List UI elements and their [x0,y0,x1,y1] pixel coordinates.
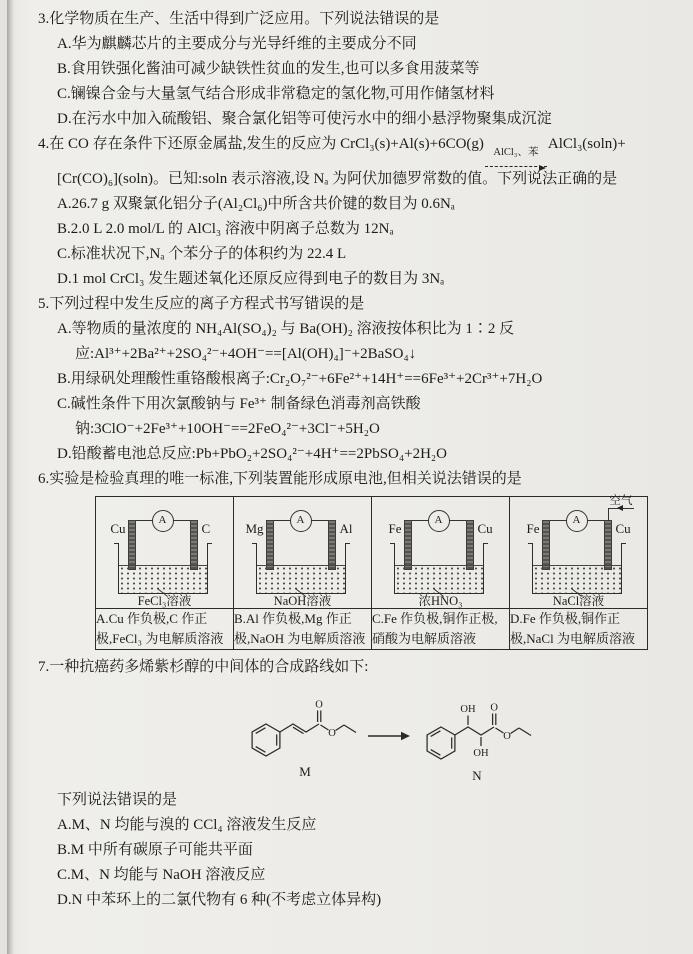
question-7 [24,655,681,913]
air-tube-vertical [608,508,609,521]
structure-m [239,692,363,780]
q4-stem-post: AlCl₃(soln)+[Cr(CO)₆](soln)。已知:soln 表示溶液,设 Nₐ 为阿伏加德罗常数的值。下列说法正确的是 [57,136,626,187]
ester-o-label: O [503,731,511,742]
q6-option-b: B.Al 作负极,Mg 作正极,NaOH 为电解质溶液 [234,609,372,650]
left-electrode-label: Mg [245,521,264,536]
q6-option-d: D.Fe 作负极,铜作正极,NaCl 为电解质溶液 [510,609,648,650]
q4-option-a: A.26.7 g 双聚氯化铝分子(Al₂Cl₆)中所含共价键的数目为 0.6Nₐ [57,196,455,212]
cell-figure [378,502,504,608]
cell-figure [240,502,366,608]
structure-n [415,687,553,785]
right-arrow-icon [367,730,411,742]
q7-followup: 下列说法错误的是 [57,792,178,808]
solution-label: NaCl溶液 [552,594,605,608]
ammeter-icon: A [152,510,174,532]
q7-stem: 7.一种抗癌药多烯紫杉醇的中间体的合成路线如下: [38,659,369,675]
q6-option-a: A.Cu 作负极,C 作正极,FeCl₃ 为电解质溶液 [96,609,234,650]
cell-diagram-a [96,497,234,609]
cell-diagram-b [234,497,372,609]
ammeter-icon: A [428,510,450,532]
cell-diagram-d [510,497,648,609]
solution-liquid [257,565,345,593]
q3-stem: 3.化学物质在生产、生活中得到广泛应用。下列说法错误的是 [38,11,440,27]
q3-option-a: A.华为麒麟芯片的主要成分与光导纤维的主要成分不同 [57,36,417,52]
cell-diagram-c [372,497,510,609]
right-electrode-label: Al [339,521,353,536]
exam-content [24,7,681,913]
left-electrode-label: Fe [526,521,540,536]
cell-figure [102,502,228,608]
reaction-condition-label: AlCl₃、苯 [493,147,539,158]
hydroxyl-1-label: OH [460,704,476,715]
question-5 [24,292,681,467]
solution-liquid [533,565,621,593]
question-4 [24,132,681,292]
q7-option-b: B.M 中所有碳原子可能共平面 [57,842,253,858]
q7-option-d: D.N 中苯环上的二氯代物有 6 种(不考虑立体异构) [57,892,382,908]
air-label: 空气 [609,495,633,507]
hydroxyl-2-label: OH [473,748,489,759]
page-edge-shadow [0,0,7,954]
q4-option-b: B.2.0 L 2.0 mol/L 的 AlCl₃ 溶液中阴离子总数为 12Nₐ [57,221,394,237]
ammeter-icon: A [290,510,312,532]
cell-diagram-row [96,497,648,609]
q6-stem: 6.实验是检验真理的唯一标准,下列装置能形成原电池,但相关说法错误的是 [38,471,522,487]
ester-o-label: O [328,728,336,739]
carbonyl-o-label: O [315,699,323,711]
q5-option-d: D.铅酸蓄电池总反应:Pb+PbO₂+2SO₄²⁻+4H⁺==2PbSO₄+2H₂O [57,446,447,462]
reaction-condition-arrow [485,147,547,167]
right-electrode-label: Cu [477,521,493,536]
q6-option-c: C.Fe 作负极,铜作正极,硝酸为电解质溶液 [372,609,510,650]
q5-stem: 5.下列过程中发生反应的离子方程式书写错误的是 [38,296,365,312]
solution-label: NaOH溶液 [273,594,332,608]
q3-option-d: D.在污水中加入硫酸铝、聚合氯化铝等可使污水中的细小悬浮物聚集成沉淀 [57,111,552,127]
q4-stem [38,132,681,192]
q5-option-b: B.用绿矾处理酸性重铬酸根离子:Cr₂O₇²⁻+6Fe²⁺+14H⁺==6Fe³⁺+2Cr³⁺+7H₂O [57,371,543,387]
beaker [256,544,346,594]
q5-option-c: C.碱性条件下用次氯酸钠与 Fe³⁺ 制备绿色消毒剂高铁酸钠:3ClO⁻+2Fe³⁺+10OH⁻==2FeO₄²⁻+3Cl⁻+5H₂O [57,396,421,437]
carbonyl-o-label: O [490,702,498,714]
q5-option-a: A.等物质的量浓度的 NH₄Al(SO₄)₂ 与 Ba(OH)₂ 溶液按体积比为 1∶2 反应:Al³⁺+2Ba²⁺+2SO₄²⁻+4OH⁻==[Al(OH)₄]⁻+2BaSO₄↓ [57,321,515,362]
right-electrode-label: Cu [615,521,631,536]
left-electrode-label: Cu [110,521,126,536]
q4-option-c: C.标准状况下,Nₐ 个苯分子的体积约为 22.4 L [57,246,347,262]
question-3 [24,7,681,132]
ammeter-icon: A [566,510,588,532]
solution-label: FeCl₃溶液 [137,594,192,608]
q3-option-c: C.镧镍合金与大量氢气结合形成非常稳定的氢化物,可用作储氢材料 [57,86,495,102]
synthesis-route-figure [239,686,681,786]
compound-m-label: M [299,764,311,779]
air-arrow-icon [614,505,623,511]
q3-option-b: B.食用铁强化酱油可减少缺铁性贫血的发生,也可以多食用菠菜等 [57,61,480,77]
solution-label: 浓HNO₃ [418,594,463,608]
question-6 [24,467,681,650]
cell-option-row [96,609,648,650]
compound-n-label: N [472,768,482,783]
q7-option-c: C.M、N 均能与 NaOH 溶液反应 [57,867,266,883]
q4-stem-pre: 4.在 CO 存在条件下还原金属盐,发生的反应为 CrCl₃(s)+Al(s)+6CO(g) [38,136,484,152]
galvanic-cell-table [95,496,648,650]
left-electrode-label: Fe [388,521,402,536]
q7-option-a: A.M、N 均能与溴的 CCl₄ 溶液发生反应 [57,817,317,833]
cell-figure [516,495,642,608]
right-electrode-label: C [201,521,211,536]
dashed-arrow-icon [485,158,547,167]
page-edge-shadow-dark [7,0,14,954]
solution-liquid [395,565,483,593]
beaker [394,544,484,594]
q4-option-d: D.1 mol CrCl₃ 发生题述氧化还原反应得到电子的数目为 3Nₐ [57,271,445,287]
solution-liquid [119,565,207,593]
beaker [532,544,622,594]
beaker [118,544,208,594]
